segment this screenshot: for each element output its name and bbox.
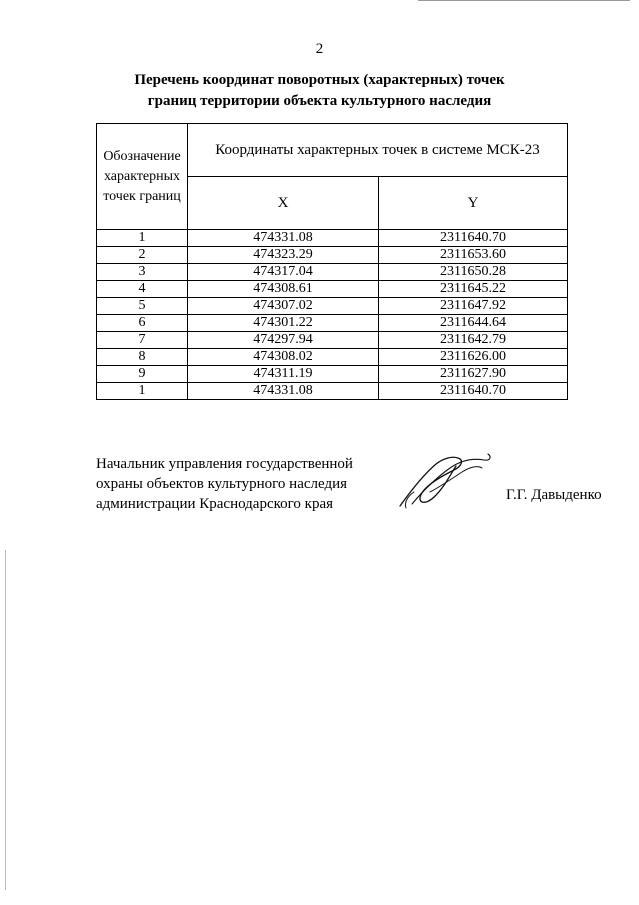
coordinates-table-body bbox=[97, 230, 568, 400]
y-cell: 2311650.28 bbox=[379, 264, 568, 281]
point-cell: 5 bbox=[97, 298, 188, 315]
y-cell: 2311642.79 bbox=[379, 332, 568, 349]
header-designation-line-2: характерных bbox=[103, 168, 181, 184]
point-cell: 3 bbox=[97, 264, 188, 281]
y-cell: 2311644.64 bbox=[379, 315, 568, 332]
y-cell: 2311627.90 bbox=[379, 366, 568, 383]
table-row bbox=[97, 315, 568, 332]
point-cell: 9 bbox=[97, 366, 188, 383]
point-cell: 7 bbox=[97, 332, 188, 349]
table-row bbox=[97, 247, 568, 264]
x-cell: 474297.94 bbox=[188, 332, 379, 349]
x-cell: 474307.02 bbox=[188, 298, 379, 315]
left-edge-line bbox=[5, 550, 6, 890]
table-row bbox=[97, 383, 568, 400]
table-row bbox=[97, 366, 568, 383]
x-cell: 474331.08 bbox=[188, 383, 379, 400]
table-row bbox=[97, 298, 568, 315]
header-point-designation bbox=[97, 124, 188, 230]
document-title-line-2: границ территории объекта культурного наследия bbox=[147, 93, 492, 109]
x-cell: 474317.04 bbox=[188, 264, 379, 281]
signatory-position bbox=[96, 454, 353, 514]
y-cell: 2311645.22 bbox=[379, 281, 568, 298]
table-row bbox=[97, 230, 568, 247]
table-row bbox=[97, 332, 568, 349]
handwritten-signature bbox=[392, 452, 496, 512]
table-row bbox=[97, 349, 568, 366]
x-cell: 474308.02 bbox=[188, 349, 379, 366]
x-cell: 474331.08 bbox=[188, 230, 379, 247]
y-cell: 2311640.70 bbox=[379, 383, 568, 400]
header-designation-line-3: точек границ bbox=[103, 188, 181, 204]
y-cell: 2311626.00 bbox=[379, 349, 568, 366]
document-title-line-1: Перечень координат поворотных (характерных) точек bbox=[134, 72, 505, 88]
point-cell: 1 bbox=[97, 383, 188, 400]
table-row bbox=[97, 281, 568, 298]
point-cell: 6 bbox=[97, 315, 188, 332]
y-cell: 2311640.70 bbox=[379, 230, 568, 247]
document-title bbox=[0, 70, 639, 112]
x-cell: 474323.29 bbox=[188, 247, 379, 264]
y-cell: 2311647.92 bbox=[379, 298, 568, 315]
x-cell: 474308.61 bbox=[188, 281, 379, 298]
point-cell: 8 bbox=[97, 349, 188, 366]
signer-name: Г.Г. Давыденко bbox=[506, 487, 602, 503]
top-edge-line bbox=[418, 0, 630, 1]
position-line-3: администрации Краснодарского края bbox=[96, 496, 334, 512]
coordinates-table bbox=[96, 123, 568, 400]
point-cell: 2 bbox=[97, 247, 188, 264]
position-line-2: охраны объектов культурного наследия bbox=[96, 476, 348, 492]
page-number: 2 bbox=[315, 41, 324, 57]
position-line-1: Начальник управления государственной bbox=[96, 456, 353, 472]
point-cell: 1 bbox=[97, 230, 188, 247]
header-coordinate-system: Координаты характерных точек в системе МСК-23 bbox=[188, 124, 568, 177]
y-cell: 2311653.60 bbox=[379, 247, 568, 264]
header-y: Y bbox=[379, 177, 568, 230]
header-x: X bbox=[188, 177, 379, 230]
point-cell: 4 bbox=[97, 281, 188, 298]
header-designation-line-1: Обозначение bbox=[103, 148, 181, 164]
x-cell: 474301.22 bbox=[188, 315, 379, 332]
table-row bbox=[97, 264, 568, 281]
x-cell: 474311.19 bbox=[188, 366, 379, 383]
